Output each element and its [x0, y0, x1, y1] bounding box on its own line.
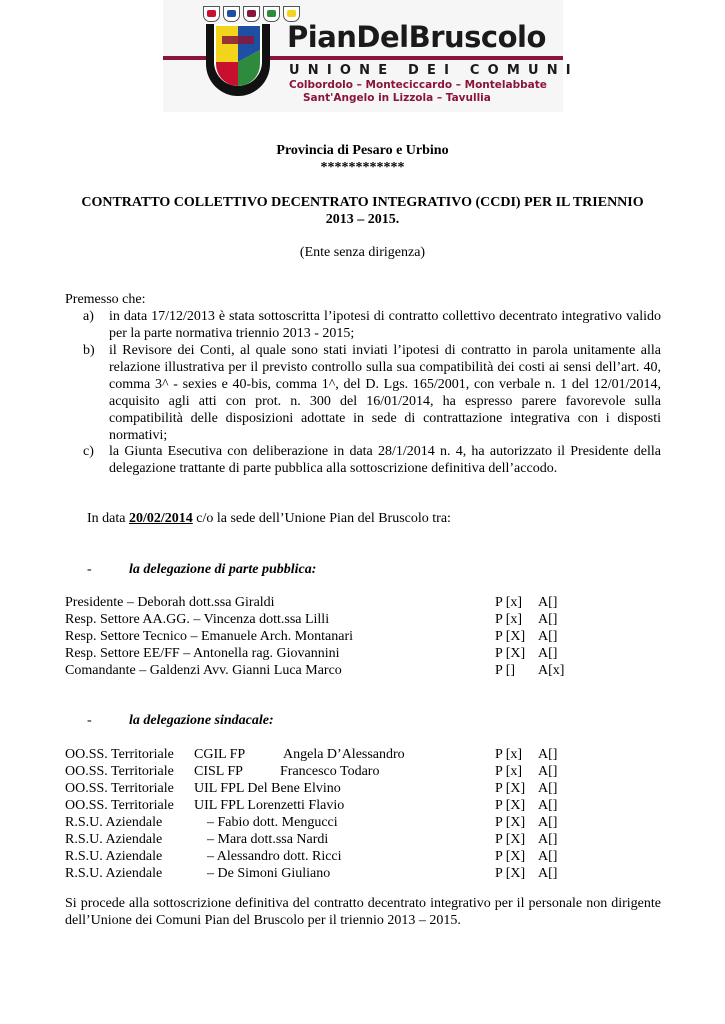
meeting-suffix: c/o la sede dell’Unione Pian del Bruscolo tra:: [192, 511, 451, 526]
member-role: OO.SS. Territoriale: [65, 798, 174, 813]
public-member-row: [65, 611, 665, 628]
member-union: – Fabio dott. Mengucci: [207, 815, 338, 830]
member-name: Resp. Settore AA.GG. – Vincenza dott.ssa Lilli: [65, 612, 330, 627]
premise-label: a): [83, 309, 94, 324]
province-heading: Provincia di Pesaro e Urbino: [276, 143, 449, 158]
member-role: R.S.U. Aziendale: [65, 815, 163, 830]
union-member-row: [65, 797, 665, 814]
presence-mark: P [x]: [495, 595, 523, 610]
brand-subtitle: UNIONE DEI COMUNI: [289, 63, 579, 78]
brand-title: PianDelBruscolo: [287, 20, 546, 54]
towns-line-1: Colbordolo – Monteciccardo – Montelabbate: [289, 79, 547, 91]
absence-mark: A[]: [538, 832, 558, 847]
crest-icon: [203, 6, 220, 22]
premise-label: c): [83, 444, 94, 459]
absence-mark: A[]: [538, 849, 558, 864]
member-union: – Mara dott.ssa Nardi: [207, 832, 329, 847]
municipal-crests: [203, 6, 300, 22]
premise-text: la Giunta Esecutiva con deliberazione in data 28/1/2014 n. 4, ha autorizzato il Presidente della delegazione trattante di parte pubblica alla sottoscrizione definitiva dell’accodo.: [109, 444, 661, 476]
member-role: OO.SS. Territoriale: [65, 764, 174, 779]
presence-mark: P [x]: [495, 612, 523, 627]
member-name: Resp. Settore Tecnico – Emanuele Arch. Montanari: [65, 629, 354, 644]
presence-mark: P [X]: [495, 629, 526, 644]
premise-text: il Revisore dei Conti, al quale sono stati inviati l’ipotesi di contratto in parola unitamente alla relazione illustrativa per il previsto controllo sulla sua compatibilità dei costi ai sensi dell’art. 40, comma 3^ - sexies e 40-bis, comma 1^, del D. Lgs. 165/2001, con verbale n. 1 del 12/01/2014, acquisito agli atti con prot. n. 300 del 16/01/2014, ha espresso parere favorevole sulla compatibilità delle disposizioni adottate in sede di contrattazione integrativa con i disposti normativi;: [109, 343, 661, 443]
closing-paragraph: Si procede alla sottoscrizione definitiva del contratto decentrato integrativo per il personale non dirigente dell’Unione dei Comuni Pian del Bruscolo per il triennio 2013 – 2015.: [65, 896, 661, 928]
member-union: – Alessandro dott. Ricci: [207, 849, 342, 864]
member-union: – De Simoni Giuliano: [207, 866, 331, 881]
meeting-date: 20/02/2014: [128, 511, 193, 526]
presence-mark: P [X]: [495, 832, 526, 847]
absence-mark: A[]: [538, 815, 558, 830]
title-line-1: CONTRATTO COLLETTIVO DECENTRATO INTEGRATIVO (CCDI) PER IL TRIENNIO: [81, 195, 644, 210]
crest-icon: [223, 6, 240, 22]
presence-mark: P [X]: [495, 781, 526, 796]
premise-item-a: [65, 308, 661, 342]
union-emblem-icon: [204, 22, 272, 98]
presence-mark: P [X]: [495, 646, 526, 661]
member-union: UIL FPL Del Bene Elvino: [194, 781, 341, 796]
absence-mark: A[]: [538, 866, 558, 881]
entity-note: (Ente senza dirigenza): [299, 245, 426, 260]
absence-mark: A[]: [538, 595, 558, 610]
crest-icon: [243, 6, 260, 22]
absence-mark: A[]: [538, 629, 558, 644]
member-role: R.S.U. Aziendale: [65, 866, 163, 881]
absence-mark: A[]: [538, 747, 558, 762]
premise-text: in data 17/12/2013 è stata sottoscritta l’ipotesi di contratto collettivo decentrato integrativo valido per la parte normativa triennio 2013 - 2015;: [109, 309, 661, 341]
premise-item-b: [65, 342, 661, 444]
presence-mark: P []: [495, 663, 516, 678]
member-union: UIL FPL Lorenzetti Flavio: [194, 798, 345, 813]
member-towns: [289, 79, 547, 105]
absence-mark: A[x]: [538, 663, 565, 678]
premise-label: b): [83, 343, 95, 358]
absence-mark: A[]: [538, 781, 558, 796]
presence-mark: P [X]: [495, 815, 526, 830]
union-delegation-heading: [87, 712, 274, 729]
union-member-row: [65, 865, 665, 882]
bullet-dash: -: [87, 713, 92, 728]
member-union: CISL FP: [194, 764, 243, 779]
stars-separator: ************: [320, 160, 405, 175]
member-name: Angela D’Alessandro: [283, 747, 405, 762]
public-member-row: [65, 594, 665, 611]
union-member-row: [65, 780, 665, 797]
title-line-2: 2013 – 2015.: [325, 212, 400, 227]
member-union: CGIL FP: [194, 747, 246, 762]
member-name: Presidente – Deborah dott.ssa Giraldi: [65, 595, 275, 610]
member-name: Comandante – Galdenzi Avv. Gianni Luca Marco: [65, 663, 342, 678]
absence-mark: A[]: [538, 646, 558, 661]
absence-mark: A[]: [538, 798, 558, 813]
presence-mark: P [x]: [495, 747, 523, 762]
member-name: Francesco Todaro: [280, 764, 380, 779]
member-role: R.S.U. Aziendale: [65, 849, 163, 864]
premise-intro: Premesso che:: [65, 292, 146, 307]
premise-item-c: [65, 443, 661, 477]
section-title: la delegazione sindacale:: [129, 713, 274, 728]
crest-icon: [263, 6, 280, 22]
public-member-row: [65, 662, 665, 679]
presence-mark: P [X]: [495, 849, 526, 864]
member-role: OO.SS. Territoriale: [65, 781, 174, 796]
towns-line-2: Sant'Angelo in Lizzola – Tavullia: [303, 92, 491, 104]
member-name: Resp. Settore EE/FF – Antonella rag. Giovannini: [65, 646, 340, 661]
union-member-row: [65, 848, 665, 865]
member-role: OO.SS. Territoriale: [65, 747, 174, 762]
union-member-row: [65, 746, 665, 763]
presence-mark: P [x]: [495, 764, 523, 779]
bullet-dash: -: [87, 562, 92, 577]
member-role: R.S.U. Aziendale: [65, 832, 163, 847]
absence-mark: A[]: [538, 764, 558, 779]
presence-mark: P [X]: [495, 798, 526, 813]
presence-mark: P [X]: [495, 866, 526, 881]
union-member-row: [65, 831, 665, 848]
public-member-row: [65, 628, 665, 645]
union-member-row: [65, 814, 665, 831]
public-delegation-heading: [87, 561, 316, 578]
union-logo-header: [163, 0, 579, 112]
section-title: la delegazione di parte pubblica:: [129, 562, 317, 577]
document-title: [60, 194, 665, 228]
meeting-prefix: In data: [87, 511, 129, 526]
meeting-statement: [87, 510, 667, 527]
absence-mark: A[]: [538, 612, 558, 627]
union-member-row: [65, 763, 665, 780]
public-member-row: [65, 645, 665, 662]
